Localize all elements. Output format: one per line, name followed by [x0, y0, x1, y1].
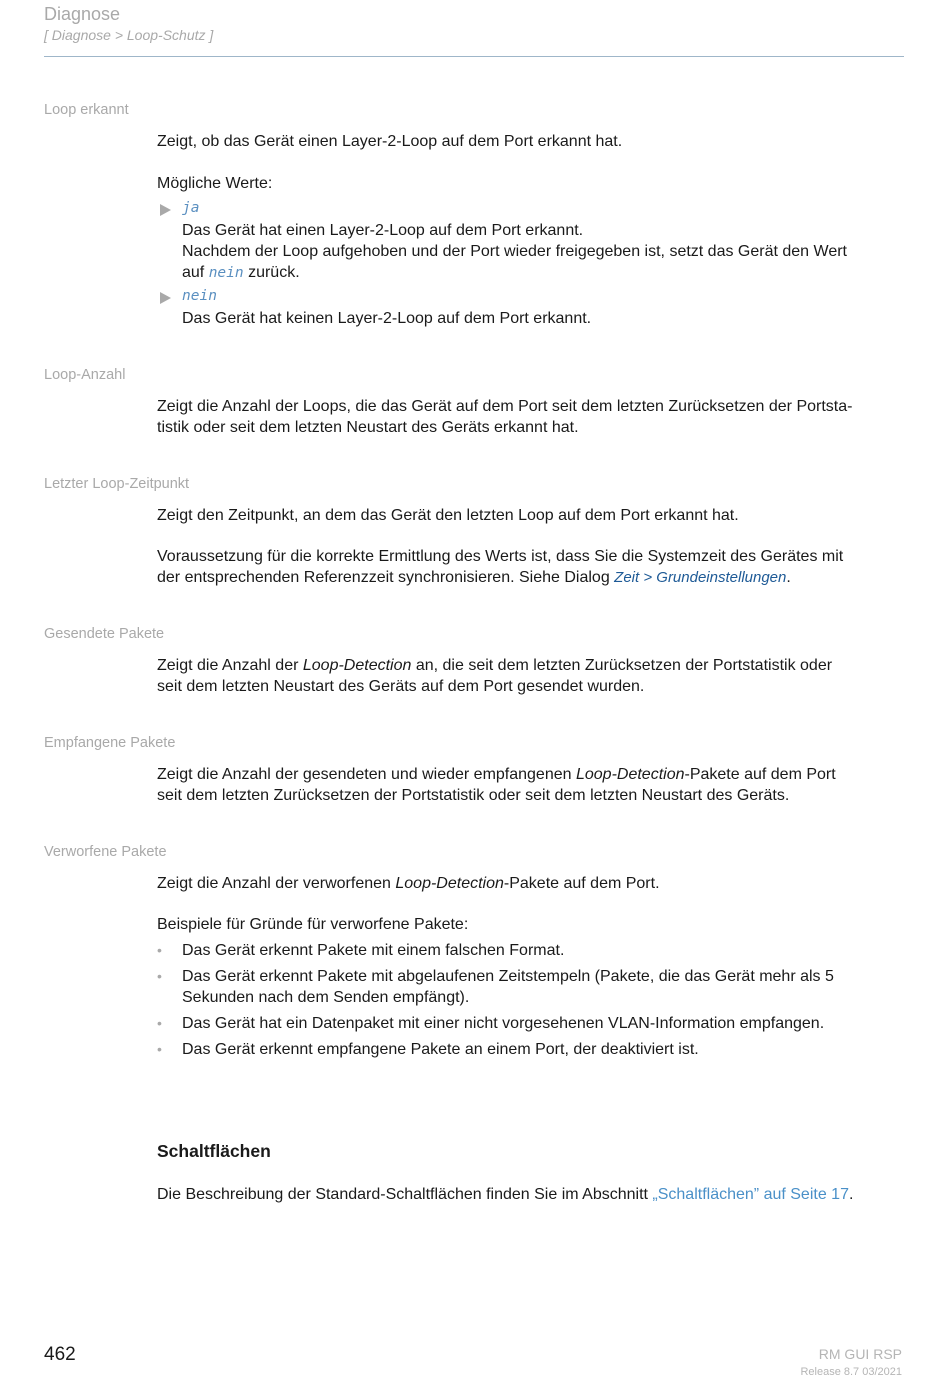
page-number: 462 — [44, 1344, 76, 1365]
desc-letzter-loop: Zeigt den Zeitpunkt, an dem das Gerät den letzten Loop auf dem Port erkannt hat. — [157, 507, 739, 524]
label-gesendete-pakete: Gesendete Pakete — [44, 626, 165, 642]
bullet-dot-icon: • — [157, 1041, 162, 1057]
term-loop-detection: Loop-Detection — [575, 766, 685, 783]
possible-values-label: Mögliche Werte: — [157, 175, 273, 192]
bullet-dot-icon: • — [157, 1015, 162, 1031]
breadcrumb: [ Diagnose > Loop-Schutz ] — [44, 27, 214, 43]
text-fragment: -Pakete auf dem Port. — [503, 875, 660, 892]
page-header — [44, 4, 904, 44]
text-auf: auf — [182, 264, 205, 281]
footer-doc-title: RM GUI RSP — [818, 1346, 902, 1362]
text-fragment: an, die seit dem letzten Zurücksetzen der Portstatistik oder — [415, 657, 833, 674]
triangle-bullet-icon — [160, 292, 171, 304]
desc-gesendete-line2: seit dem letzten Neustart des Geräts auf dem Port gesendet wurden. — [157, 678, 645, 695]
list-item-text: Das Gerät erkennt empfangene Pakete an einem Port, der deaktiviert ist. — [182, 1041, 699, 1058]
header-divider — [44, 56, 904, 57]
req-text: der entsprechenden Referenzzeit synchronisieren. Siehe Dialog — [157, 569, 610, 586]
value-desc-ja-line3 — [182, 262, 907, 284]
inline-code-nein: nein — [208, 265, 244, 281]
label-empfangene-pakete: Empfangene Pakete — [44, 735, 176, 751]
desc-loop-anzahl-line2: tistik oder seit dem letzten Neustart des Geräts erkannt hat. — [157, 419, 579, 436]
buttons-desc — [157, 1184, 907, 1205]
text-fragment: Zeigt die Anzahl der verworfenen — [157, 875, 391, 892]
value-desc-ja-line1: Das Gerät hat einen Layer-2-Loop auf dem Port erkannt. — [182, 222, 584, 239]
value-item-nein — [157, 288, 907, 332]
list-item-text: Das Gerät erkennt Pakete mit abgelaufenen Zeitstempeln (Pakete, die das Gerät mehr als 5 — [182, 968, 834, 985]
value-name-nein: nein — [182, 288, 217, 304]
value-desc-nein: Das Gerät hat keinen Layer-2-Loop auf dem Port erkannt. — [182, 310, 592, 327]
text-zurueck: zurück. — [248, 264, 300, 281]
list-item-text-cont: Sekunden nach dem Senden empfängt). — [182, 989, 470, 1006]
bullet-dot-icon: • — [157, 942, 162, 958]
label-loop-erkannt: Loop erkannt — [44, 102, 129, 118]
desc-gesendete-line1 — [157, 655, 907, 676]
label-letzter-loop: Letzter Loop-Zeitpunkt — [44, 476, 190, 492]
req-letzter-loop-line1: Voraussetzung für die korrekte Ermittlung des Werts ist, dass Sie die Systemzeit des Gerätes mit — [157, 548, 844, 565]
header-title: Diagnose — [44, 4, 121, 24]
text-fragment: -Pakete auf dem Port — [684, 766, 836, 783]
footer-release: Release 8.7 03/2021 — [800, 1366, 902, 1378]
desc-loop-anzahl-line1: Zeigt die Anzahl der Loops, die das Gerät auf dem Port seit dem letzten Zurücksetzen der Portsta- — [157, 398, 853, 415]
desc-loop-erkannt: Zeigt, ob das Gerät einen Layer-2-Loop auf dem Port erkannt hat. — [157, 133, 623, 150]
desc-verworfene — [157, 873, 907, 894]
list-item-text: Das Gerät hat ein Datenpaket mit einer nicht vorgesehenen VLAN-Information empfangen. — [182, 1015, 825, 1032]
value-name-ja: ja — [182, 200, 200, 216]
req-period: . — [786, 569, 791, 586]
triangle-bullet-icon — [160, 204, 171, 216]
term-loop-detection: Loop-Detection — [395, 875, 504, 892]
desc-empfangene-line1 — [157, 764, 907, 785]
bullet-dot-icon: • — [157, 968, 162, 984]
xref-link-schaltflaechen[interactable]: „Schaltflächen” auf Seite 17 — [652, 1186, 849, 1203]
value-item-ja — [157, 200, 907, 284]
value-desc-ja-line2: Nachdem der Loop aufgehoben und der Port wieder freigegeben ist, setzt das Gerät den Wert — [182, 243, 847, 260]
text-fragment: Zeigt die Anzahl der — [157, 657, 299, 674]
desc-empfangene-line2: seit dem letzten Zurücksetzen der Portstatistik oder seit dem letzten Neustart des Geräts. — [157, 787, 790, 804]
dialog-link-grundeinstellungen[interactable]: Zeit > Grundeinstellungen — [614, 569, 787, 586]
label-verworfene-pakete: Verworfene Pakete — [44, 844, 167, 860]
examples-label: Beispiele für Gründe für verworfene Pakete: — [157, 916, 469, 933]
label-loop-anzahl: Loop-Anzahl — [44, 367, 126, 383]
list-item-text: Das Gerät erkennt Pakete mit einem falschen Format. — [182, 942, 565, 959]
text-fragment: . — [848, 1186, 854, 1203]
term-loop-detection: Loop-Detection — [302, 657, 412, 674]
section-heading-schaltflaechen: Schaltflächen — [157, 1141, 271, 1161]
text-fragment: Zeigt die Anzahl der gesendeten und wieder empfangenen — [157, 766, 572, 783]
req-letzter-loop-line2 — [157, 567, 907, 588]
text-fragment: Die Beschreibung der Standard-Schaltflächen finden Sie im Abschnitt — [157, 1186, 648, 1203]
